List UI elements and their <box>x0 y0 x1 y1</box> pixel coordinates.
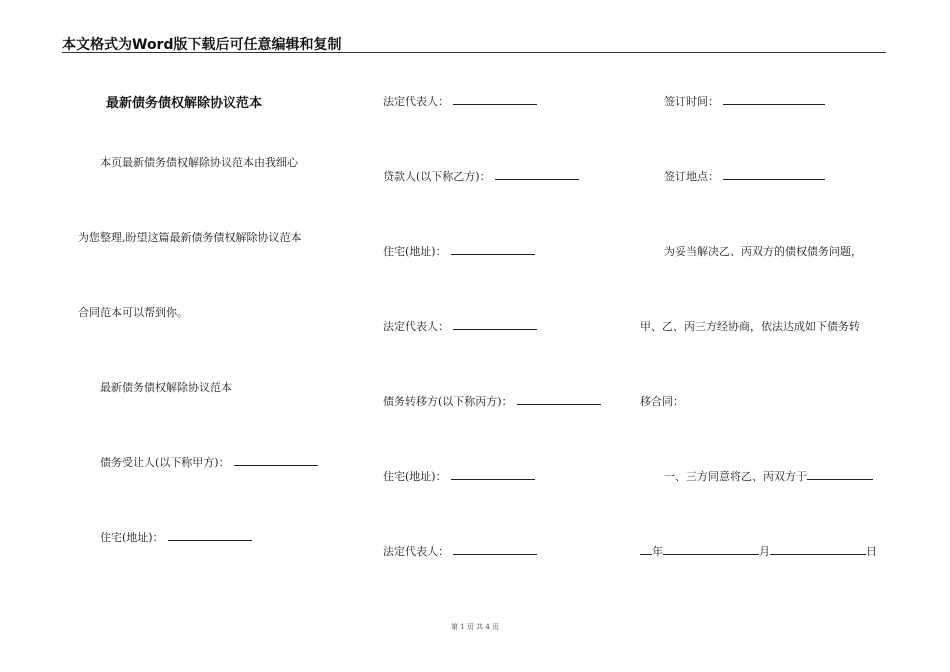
clause-1-text: 一、三方同意将乙、丙双方于 <box>664 470 807 483</box>
month-blank <box>663 543 759 555</box>
col3-paragraph-1: 为妥当解决乙、丙双方的债权债务问题， <box>664 245 862 258</box>
document-title: 最新债务债权解除协议范本 <box>106 96 263 111</box>
col1-paragraph-4: 最新债务债权解除协议范本 <box>100 381 232 394</box>
banner-divider <box>62 52 886 53</box>
col3-paragraph-2: 甲、乙、丙三方经协商，依法达成如下债务转 <box>640 320 860 333</box>
sign-place-blank <box>723 168 825 180</box>
sign-place-label: 签订地点： <box>664 170 719 183</box>
col2-lender-field <box>383 168 579 184</box>
legal-rep-label: 法定代表人： <box>383 320 449 333</box>
col3-paragraph-3: 移合同： <box>640 395 684 408</box>
col3-sign-time <box>664 93 825 109</box>
col2-transferor-field <box>383 393 601 409</box>
transferor-blank <box>517 393 601 405</box>
col1-address-field <box>100 529 252 545</box>
legal-rep-label: 法定代表人： <box>383 545 449 558</box>
year-blank <box>640 543 652 555</box>
year-label: 年 <box>652 545 663 558</box>
col2-address-1 <box>383 243 535 259</box>
col3-clause-1 <box>664 468 873 484</box>
col2-address-2 <box>383 468 535 484</box>
address-label: 住宅(地址)： <box>100 531 164 544</box>
transferor-label: 债务转移方(以下称丙方)： <box>383 395 513 408</box>
sign-time-label: 签订时间： <box>664 95 719 108</box>
col1-transferee-field <box>100 454 318 470</box>
transferee-blank <box>234 454 318 466</box>
col3-date-line <box>640 543 877 559</box>
col2-legal-rep-2 <box>383 318 537 334</box>
sign-time-blank <box>723 93 825 105</box>
document-banner: 本文格式为Word版下载后可任意编辑和复制 <box>62 37 342 53</box>
legal-rep-blank <box>453 543 537 555</box>
legal-rep-blank <box>453 93 537 105</box>
page-number: 第 1 页 共 4 页 <box>450 623 500 631</box>
day-label: 日 <box>866 545 877 558</box>
col2-legal-rep-3 <box>383 543 537 559</box>
legal-rep-label: 法定代表人： <box>383 95 449 108</box>
col1-paragraph-1: 本页最新债务债权解除协议范本由我细心 <box>100 156 298 169</box>
col3-sign-place <box>664 168 825 184</box>
transferee-label: 债务受让人(以下称甲方)： <box>100 456 230 469</box>
lender-blank <box>495 168 579 180</box>
address-label: 住宅(地址)： <box>383 245 447 258</box>
month-label: 月 <box>759 545 770 558</box>
address-blank <box>168 529 252 541</box>
address-blank <box>451 243 535 255</box>
col2-legal-rep-1 <box>383 93 537 109</box>
address-label: 住宅(地址)： <box>383 470 447 483</box>
clause-1-blank <box>807 468 873 480</box>
col1-paragraph-3: 合同范本可以帮到你。 <box>78 306 188 319</box>
day-blank <box>770 543 866 555</box>
col1-paragraph-2: 为您整理,盼望这篇最新债务债权解除协议范本 <box>78 231 302 244</box>
lender-label: 贷款人(以下称乙方)： <box>383 170 491 183</box>
legal-rep-blank <box>453 318 537 330</box>
address-blank <box>451 468 535 480</box>
